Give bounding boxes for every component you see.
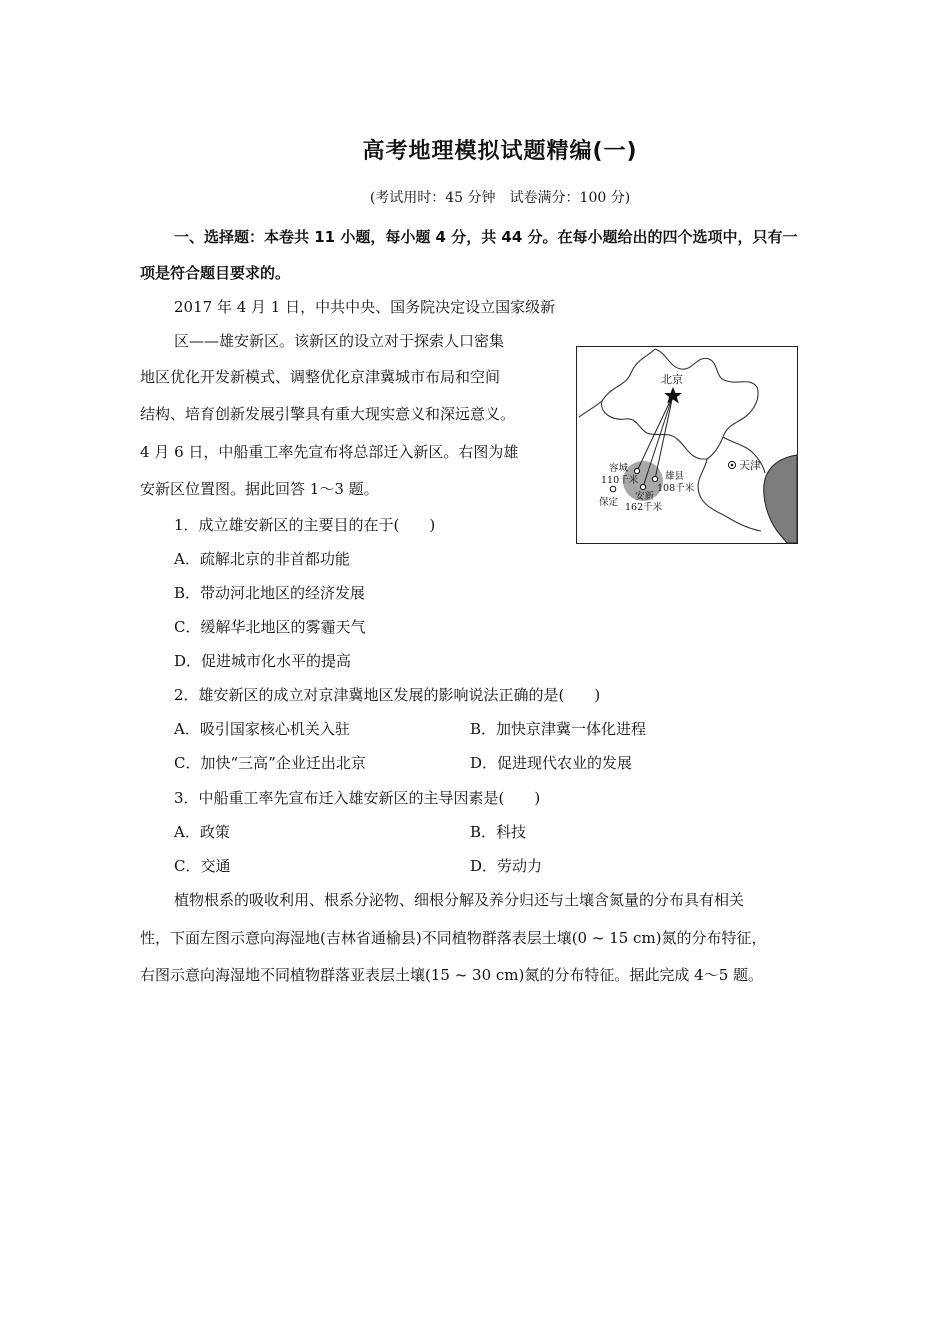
- label-dist-rongcheng: 110千米: [601, 475, 639, 486]
- label-xiongxian: 雄县: [665, 471, 685, 482]
- label-beijing: 北京: [661, 373, 683, 386]
- exam-info: (考试用时：45 分钟 试卷满分：100 分): [369, 190, 631, 206]
- passage2-line: 右图示意向海湿地不同植物群落亚表层土壤(15 ~ 30 cm)氮的分布特征。据此完成 4～5 题。: [140, 966, 764, 984]
- question-option: D．促进现代农业的发展: [470, 754, 633, 772]
- passage2-line: 植物根系的吸收利用、根系分泌物、细根分解及养分归还与土壤含氮量的分布具有相关: [174, 891, 745, 909]
- label-anxin: 安新: [635, 491, 655, 502]
- question-option: A．政策: [174, 823, 230, 841]
- passage1-line: 安新区位置图。据此回答 1～3 题。: [140, 480, 379, 498]
- xiongan-location-map: [576, 346, 798, 544]
- question-option: C．加快“三高”企业迁出北京: [174, 754, 366, 772]
- passage1-line: 2017 年 4 月 1 日，中共中央、国务院决定设立国家级新: [174, 298, 556, 316]
- passage1-line: 结构、培育创新发展引擎具有重大现实意义和深远意义。: [140, 405, 516, 423]
- section-heading-line1: 一、选择题：本卷共 11 小题，每小题 4 分，共 44 分。在每小题给出的四个选项中，只有一: [174, 228, 798, 246]
- question-option: D．劳动力: [470, 857, 543, 875]
- label-baoding: 保定: [599, 497, 619, 508]
- question-option: A．疏解北京的非首都功能: [174, 550, 350, 568]
- label-rongcheng: 容城: [609, 463, 629, 474]
- question-stem: 3．中船重工率先宣布迁入雄安新区的主导因素是( ): [174, 789, 541, 807]
- passage1-line: 4 月 6 日，中船重工率先宣布将总部迁入新区。右图为雄: [140, 443, 519, 461]
- passage1-line: 区——雄安新区。该新区的设立对于探索人口密集: [174, 332, 505, 350]
- page-title: 高考地理模拟试题精编(一): [362, 139, 638, 164]
- label-tianjin: 天津: [739, 459, 761, 472]
- label-dist-anxin: 162千米: [625, 502, 663, 513]
- question-option: C．交通: [174, 857, 231, 875]
- question-stem: 1．成立雄安新区的主要目的在于( ): [174, 516, 436, 534]
- question-option: D．促进城市化水平的提高: [174, 652, 352, 670]
- label-dist-xiongxian: 108千米: [657, 483, 695, 494]
- question-option: C．缓解华北地区的雾霾天气: [174, 618, 366, 636]
- question-option: B．加快京津冀一体化进程: [470, 720, 647, 738]
- question-option: A．吸引国家核心机关入驻: [174, 720, 350, 738]
- passage2-line: 性，下面左图示意向海湿地(吉林省通榆县)不同植物群落表层土壤(0 ~ 15 cm)氮的分布特征，: [140, 929, 767, 947]
- question-option: B．科技: [470, 823, 527, 841]
- question-stem: 2．雄安新区的成立对京津冀地区发展的影响说法正确的是( ): [174, 686, 601, 704]
- passage1-line: 地区优化开发新模式、调整优化京津冀城市布局和空间: [140, 368, 501, 386]
- question-option: B．带动河北地区的经济发展: [174, 584, 366, 602]
- section-heading-line2: 项是符合题目要求的。: [140, 264, 291, 282]
